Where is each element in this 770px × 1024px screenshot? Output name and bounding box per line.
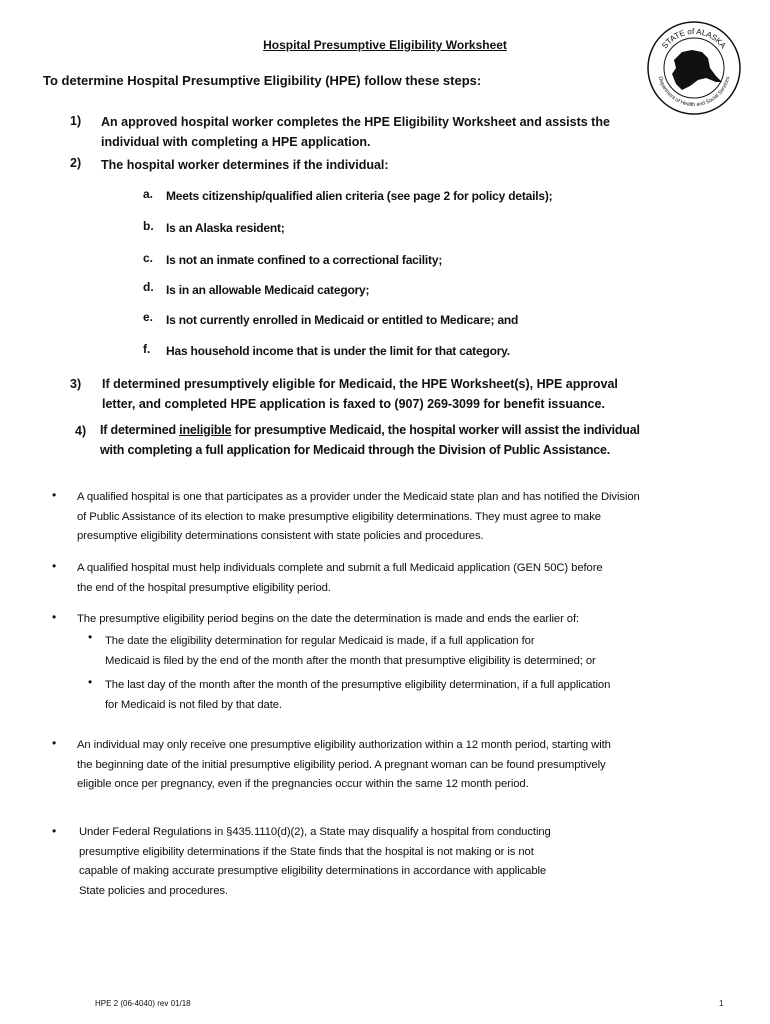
- criteria-c-text: Is not an inmate confined to a correctional facility;: [166, 253, 443, 267]
- step-3-number: 3): [70, 377, 82, 391]
- step-4-line-1-end: for presumptive Medicaid, the hospital worker will assist the individual: [231, 423, 640, 437]
- sub-bullet-1-line-1: The date the eligibility determination for regular Medicaid is made, if a full application for: [105, 635, 535, 647]
- sub-bullet-2-glyph: •: [88, 675, 93, 689]
- step-4-number: 4): [75, 424, 87, 438]
- criteria-c-letter: c.: [143, 251, 154, 265]
- step-4-line-2: with completing a full application for Medicaid through the Division of Public Assistance.: [100, 443, 611, 457]
- sub-bullet-2-line-1: The last day of the month after the month of the presumptive eligibility determination, if a full application: [105, 679, 611, 691]
- step-1-line-1: An approved hospital worker completes the HPE Eligibility Worksheet and assists the: [101, 115, 610, 129]
- ineligible-underlined: ineligible: [179, 423, 232, 437]
- bullet-1-line-1: A qualified hospital is one that participates as a provider under the Medicaid state plan and has notified the Division: [77, 491, 640, 503]
- step-2-text: The hospital worker determines if the individual:: [101, 158, 389, 172]
- step-3-text: [102, 374, 618, 414]
- step-1-line-2: individual with completing a HPE application.: [101, 135, 371, 149]
- bullet-2-text: [77, 559, 603, 598]
- criteria-f-letter: f.: [143, 342, 151, 356]
- bullet-4-line-3: eligible once per pregnancy, even if the pregnancies occur within the same 12 month period.: [77, 778, 529, 790]
- footer-form-id: HPE 2 (06-4040) rev 01/18: [95, 999, 191, 1008]
- step-2-number: 2): [70, 156, 82, 170]
- criteria-b-letter: b.: [143, 219, 154, 233]
- bullet-1-line-2: of Public Assistance of its election to make presumptive eligibility determinations. They must agree to make: [77, 510, 601, 523]
- step-1-number: 1): [70, 114, 82, 128]
- step-4-text: [100, 420, 640, 460]
- bullet-4-text: [77, 736, 611, 795]
- intro-heading: To determine Hospital Presumptive Eligibility (HPE) follow these steps:: [43, 73, 482, 88]
- bullet-5-line-4: State policies and procedures.: [79, 884, 228, 897]
- criteria-f-text: Has household income that is under the limit for that category.: [166, 344, 510, 358]
- criteria-d-letter: d.: [143, 280, 154, 294]
- document-title: Hospital Presumptive Eligibility Worksheet: [263, 38, 507, 52]
- step-4-line-1-start: If determined: [100, 423, 180, 437]
- criteria-e-text: Is not currently enrolled in Medicaid or entitled to Medicare; and: [166, 313, 519, 327]
- bullet-2-line-1: A qualified hospital must help individuals complete and submit a full Medicaid application (GEN 50C) before: [77, 562, 603, 574]
- bullet-1-text: [77, 488, 640, 547]
- bullet-5-line-3: capable of making accurate presumptive eligibility determinations in accordance with applicable: [79, 865, 547, 877]
- bullet-4-line-1: An individual may only receive one presumptive eligibility authorization within a 12 month period, starting with: [77, 739, 611, 751]
- seal-top-text: STATE of ALASKA: [660, 26, 728, 51]
- bullet-5-line-1: Under Federal Regulations in §435.1110(d)(2), a State may disqualify a hospital from conducting: [79, 826, 551, 838]
- bullet-4-glyph: •: [52, 736, 57, 750]
- criteria-d-text: Is in an allowable Medicaid category;: [166, 283, 370, 297]
- sub-bullet-1-line-2: Medicaid is filed by the end of the month after the month that presumptive eligibility is determined; or: [105, 654, 596, 667]
- sub-bullet-1-glyph: •: [88, 630, 93, 644]
- step-3-line-2: letter, and completed HPE application is faxed to (907) 269-3099 for benefit issuance.: [102, 397, 605, 411]
- footer-page-number: 1: [719, 999, 724, 1008]
- bullet-4-line-2: the beginning date of the initial presumptive eligibility period. A pregnant woman can be found presumptively: [77, 758, 606, 771]
- bullet-2-line-2: the end of the hospital presumptive eligibility period.: [77, 581, 331, 594]
- criteria-b-text: Is an Alaska resident;: [166, 221, 285, 235]
- bullet-1-line-3: presumptive eligibility determinations consistent with state policies and procedures.: [77, 530, 484, 542]
- criteria-a-text: Meets citizenship/qualified alien criteria (see page 2 for policy details);: [166, 189, 553, 203]
- step-1-text: [101, 112, 610, 152]
- bullet-5-text: [79, 823, 551, 901]
- bullet-3-glyph: •: [52, 610, 57, 624]
- state-of-alaska-seal: [646, 20, 742, 116]
- bullet-5-glyph: •: [52, 824, 57, 838]
- bullet-5-line-2: presumptive eligibility determinations if the State finds that the hospital is not making or is not: [79, 845, 534, 858]
- bullet-2-glyph: •: [52, 559, 57, 573]
- bullet-1-glyph: •: [52, 488, 57, 502]
- sub-bullet-1-text: [105, 632, 596, 671]
- step-3-line-1: If determined presumptively eligible for Medicaid, the HPE Worksheet(s), HPE approval: [102, 377, 618, 391]
- criteria-a-letter: a.: [143, 187, 154, 201]
- seal-bottom-text: Department of Health and Social Services: [656, 76, 732, 108]
- criteria-e-letter: e.: [143, 310, 154, 324]
- sub-bullet-2-text: [105, 676, 610, 715]
- bullet-3-text: The presumptive eligibility period begins on the date the determination is made and ends the earlier of:: [77, 613, 580, 625]
- step-4-line-1: [100, 420, 640, 440]
- sub-bullet-2-line-2: for Medicaid is not filed by that date.: [105, 698, 282, 711]
